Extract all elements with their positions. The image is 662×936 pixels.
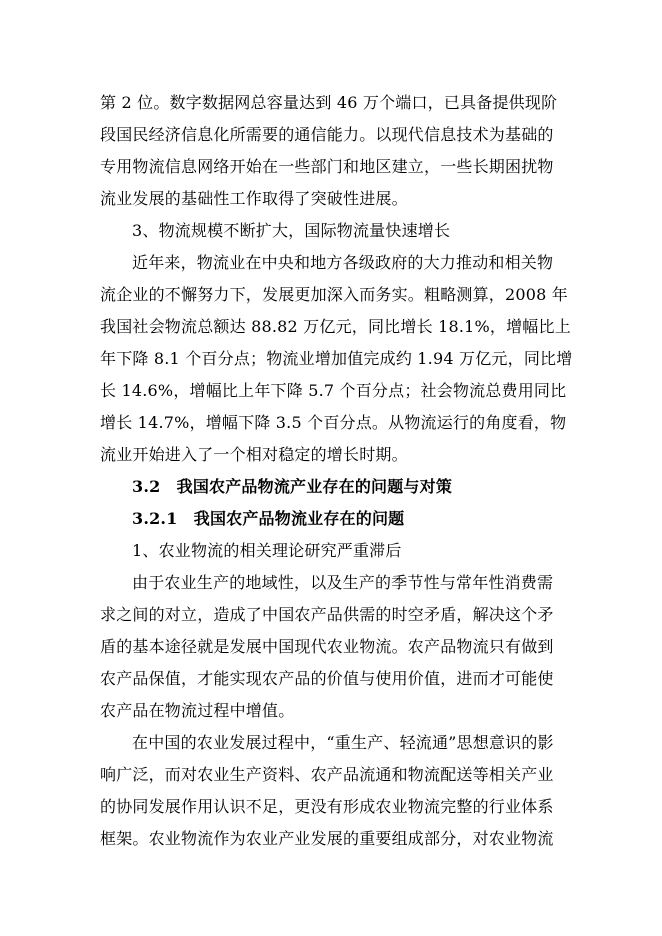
paragraph-line: 近年来，物流业在中央和地方各级政府的大力推动和相关物 <box>132 253 554 272</box>
paragraph-line: 框架。农业物流作为农业产业发展的重要组成部分，对农业物流 <box>100 829 554 848</box>
paragraph-line: 由于农业生产的地域性，以及生产的季节性与常年性消费需 <box>132 573 554 592</box>
paragraph-line: 求之间的对立，造成了中国农产品供需的时空矛盾，解决这个矛 <box>100 605 554 624</box>
list-item-line: 1、农业物流的相关理论研究严重滞后 <box>132 541 402 560</box>
paragraph-line: 在中国的农业发展过程中，“重生产、轻流通”思想意识的影 <box>132 733 554 752</box>
paragraph-line: 我国社会物流总额达 88.82 万亿元，同比增长 18.1%，增幅比上 <box>100 317 571 336</box>
paragraph-line: 农产品保值，才能实现农产品的价值与使用价值，进而才可能使 <box>100 669 554 688</box>
paragraph-line: 响广泛，而对农业生产资料、农产品流通和物流配送等相关产业 <box>100 765 554 784</box>
paragraph-line: 长 14.6%，增幅比上年下降 5.7 个百分点；社会物流总费用同比 <box>100 381 567 400</box>
section-heading: 3.2 我国农产品物流产业存在的问题与对策 <box>132 477 453 496</box>
paragraph-line: 增长 14.7%，增幅下降 3.5 个百分点。从物流运行的角度看，物 <box>100 413 567 432</box>
paragraph-line: 盾的基本途径就是发展中国现代农业物流。农产品物流只有做到 <box>100 637 554 656</box>
subsection-heading: 3.2.1 我国农产品物流业存在的问题 <box>132 509 405 528</box>
paragraph-line: 第 2 位。数字数据网总容量达到 46 万个端口，已具备提供现阶 <box>100 93 558 112</box>
paragraph-line: 年下降 8.1 个百分点；物流业增加值完成约 1.94 万亿元，同比增 <box>100 349 573 368</box>
paragraph-line: 农产品在物流过程中增值。 <box>100 701 295 720</box>
paragraph-line: 的协同发展作用认识不足，更没有形成农业物流完整的行业体系 <box>100 797 554 816</box>
paragraph-line: 流业开始进入了一个相对稳定的增长时期。 <box>100 445 408 464</box>
paragraph-line: 段国民经济信息化所需要的通信能力。以现代信息技术为基础的 <box>100 125 554 144</box>
paragraph-line: 流业发展的基础性工作取得了突破性进展。 <box>100 189 408 208</box>
list-item-line: 3、物流规模不断扩大，国际物流量快速增长 <box>132 221 451 240</box>
paragraph-line: 流企业的不懈努力下，发展更加深入而务实。粗略测算，2008 年 <box>100 285 569 304</box>
paragraph-line: 专用物流信息网络开始在一些部门和地区建立，一些长期困扰物 <box>100 157 554 176</box>
